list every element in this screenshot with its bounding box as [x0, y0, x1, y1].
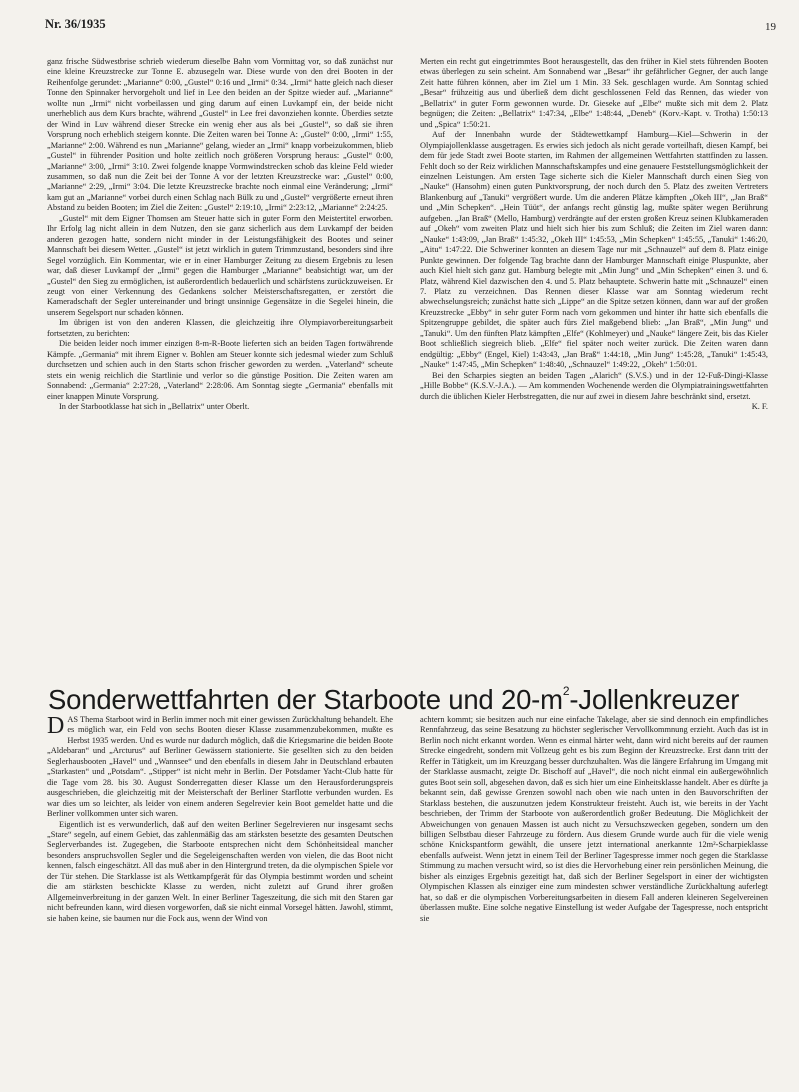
report-paragraph: Bei den Scharpies siegten an beiden Tagen „Alarich“ (S.V.S.) und in der 12-Fuß-Dingi-Klasse „Hille Bobbe“ (K.S.V.-J.A.). — Am kommenden Wochenende werden die Olympiatrainingswettfahrten durch die üblichen Kieler Herbstregatten, die nur auf zwei in diesem Jahre beschränkt sind, ersetzt.	[420, 370, 768, 401]
report-paragraph: „Gustel“ mit dem Eigner Thomsen am Steuer hatte sich in guter Form den Meistertitel erworben. Ihr Erfolg lag nicht allein in dem Nutzen, den sie ganz sicherlich aus dem Luvkampf der beiden anderen gezogen hatte, sondern nicht minder in der Leistungsfähigkeit des Bootes und seiner Mannschaft bei diesem Wetter. „Gustel“ ist jetzt wirklich in gutem Trimmzustand, besonders sind ihre Segel vorzüglich. Ein Kommentar, wie er in einer Hamburger Zeitung zu diesem Ergebnis zu lesen war, daß dieser Luvkampf der „Irmi“ gegen die Hamburger „Marianne“ beabsichtigt war, um der „Gustel“ den Sieg zu ermöglichen, ist außerordentlich bedauerlich und schärfstens zurückzuweisen. Er zeugt von einer Verkennung des Gedankens solcher Meisterschaftsregatten, er zerstört die Kameradschaft der Segler untereinander und bringt unsinnige Gegensätze in die Segelei hinein, die unserem Segelsport nur schaden können.	[47, 213, 393, 317]
lead-paragraph-text: AS Thema Starboot wird in Berlin immer noch mit einer gewissen Zurückhaltung behandelt. Ehe es möglich war, ein Feld von sechs Booten dieser Klasse zusammenzubekommen, mußte es Herbst 1935 werden. Und es wurde nur dadurch möglich, daß die Kriegsmarine die beiden Boote „Aldebaran“ und „Arcturus“ auf Berliner Gewässern stationierte. Sie gesellten sich zu den beiden Seglerhausbooten „Havel“ und „Wannsee“ und den ebenfalls in diesem Jahr in Deutschland erbauten „Starkasten“ und „Potsdam“. „Stipper“ ist nicht mehr in Berlin. Der Potsdamer Yacht-Club hatte für die Tage vom 28. bis 30. August Sonderregatten dieser Klasse um den Herausforderungspreis ausgeschrieben, die gleichzeitig mit der Meisterschaft der Berliner Starflotte verbunden wurden. Es war dies um so leichter, als leider von einem anderen Segelrevier kein Boot gemeldet hatte und die Berliner vollkommen unter sich waren.	[47, 715, 393, 819]
article-paragraph: Eigentlich ist es verwunderlich, daß auf den weiten Berliner Segelrevieren nur insgesamt sechs „Stare“ segeln, auf einem Gebiet, das zahlenmäßig das am stärksten besetzte des gesamten Deutschen Seglerverbandes ist. Zugegeben, die Starboote entsprechen nicht dem Schönheitsideal mancher besonders anspruchsvollen Segler und die Segeleigenschaften werden von vielen, die das Boot nicht kennen, falsch eingeschätzt. All das muß aber in den Hintergrund treten, da die olympischen Spiele vor der Tür stehen. Die Starklasse ist als Wettkampfgerät für das Olympia bestimmt worden und scheint die am stärksten beschickte Klasse zu werden, nicht zuletzt auf Grund ihrer großen Allgemeinverbreitung in der ganzen Welt. In einer Berliner Tageszeitung, die sich mit den Staren gar nicht befreunden kann, wird diesen vorgeworfen, daß sie nicht einmal Vorsegel hätten. Jawohl, stimmt, sie haben keine, sie baumen nur die Fock aus, wenn der Wind von	[47, 819, 393, 923]
headline-text-part2: -Jollenkreuzer	[569, 684, 740, 715]
report-paragraph: Im übrigen ist von den anderen Klassen, die gleichzeitig ihre Olympiavorbereitungsarbeit fortsetzten, zu berichten:	[47, 318, 393, 338]
report-paragraph: Merten ein recht gut eingetrimmtes Boot herausgestellt, das den früher in Kiel stets führenden Booten etwas überlegen zu sein scheint. Am Sonnabend war „Besar“ ihr gefährlicher Gegner, der auch lange Zeit hatte führen können, aber im Ziel um 1 Min. 33 Sek. geschlagen wurde. Am Sonntag schied „Besar“ frühzeitig aus und überließ dem dicht geschlossenen Feld das Rennen, das wieder von „Bellatrix“ in guter Form gewonnen wurde. Dr. Gieseke auf „Elbe“ mußte sich mit dem 2. Platz begnügen; die Zeiten: „Bellatrix“ 1:47:34, „Elbe“ 1:48:44, „Deneb“ (Korv.-Kapt. v. Trotha) 1:50:13 und „Spica“ 1:50:21.	[420, 57, 768, 129]
article-right-column	[420, 715, 768, 1090]
report-left-column	[47, 57, 393, 663]
report-paragraph: Die beiden leider noch immer einzigen 8-m-R-Boote lieferten sich an beiden Tagen fortwährende Kämpfe. „Germania“ mit ihrem Eigner v. Bohlen am Steuer konnte sich jedesmal wieder zum Schluß durchsetzen und schien auch in den Starts schon frischer geworden zu werden. „Vaterland“ scheute stets ein wenig reichlich die Startlinie und verlor so die günstige Position. Die Zeiten waren am Sonnabend: „Germania“ 2:27:28, „Vaterland“ 2:28:06. Am Sonntag siegte „Germania“ ebenfalls mit einer knappen Minute Vorsprung.	[47, 339, 393, 401]
article-headline	[48, 674, 778, 717]
report-right-column	[420, 57, 768, 663]
page-number: 19	[765, 21, 776, 33]
drop-cap: D	[47, 715, 65, 739]
article-lead-paragraph	[47, 715, 393, 820]
headline-superscript: 2	[562, 684, 570, 698]
article-left-column	[47, 715, 393, 1090]
report-paragraph: ganz frische Südwestbrise schrieb wiederum dieselbe Bahn vom Vormittag vor, so daß zunächst nur eine kleine Kreuzstrecke zur Tonne E. abzusegeln war. Diese wurde von den drei Booten in der Reihenfolge gerundet: „Marianne“ 0:00, „Gustel“ 0:16 und „Irmi“ 0:34. „Irmi“ hatte gleich nach dieser Tonne den Spinnaker hervorgeholt und lief in Lee den beiden an der Spitze wieder auf. „Marianne“ wollte nun „Irmi“ nicht vorbeilassen und ging darum auf einen Luvkampf ein, der beide nicht unerheblich aus dem Kurs brachte, während „Gustel“ in Lee frei davonziehen konnte. Überdies setzte der Wind in Luv während dieser Strecke ein wenig eher aus als bei „Gustel“, so daß sie ihren Vorsprung noch erheblich steigern konnte. Die Zeiten waren bei Tonne A: „Gustel“ 0:00, „Irmi“ 1:55, „Marianne“ 2:00. Während es nun „Marianne“ gelang, wieder an „Irmi“ knapp vorbeizukommen, blieb „Gustel“ in führender Position und holte zeitlich noch größeren Vorsprung heraus: „Gustel“ 0:00, „Marianne“ 3:00, „Irmi“ 3:10. Zwei folgende knappe Vormwindstrecken schob das kleine Feld wieder zusammen, so daß nun die Zeit bei der Tonne A vor der letzten Kreuzstrecke war: „Gustel“ 0:00, „Marianne“ 2:29, „Irmi“ 3:04. Die letzte Kreuzstrecke brachte noch einmal eine Veränderung; „Irmi“ kam gut an „Marianne“ vorbei durch einen Schlag nach Bülk zu und „Gustel“ vergrößerte erneut ihren Abstand zu beiden Booten; im Ziel die Zeiten: „Gustel“ 2:19:10, „Irmi“ 2:23:12, „Marianne“ 2:24:25.	[47, 57, 393, 213]
article-paragraph: achtern kommt; sie besitzen auch nur eine einfache Takelage, aber sie sind dennoch ein empfindliches Rennfahrzeug, das seine Besatzung zu höchster seglerischer Vervollkommnung erzieht. Auch das ist in Berlin noch nicht erkannt worden. Wenn es einmal härter weht, dann wird nicht bereits auf der raumen Strecke eingedreht, sondern mit Vollzeug geht es bis zum Beginn der Kreuzstrecke. Erst dann tritt der Reffer in Tätigkeit, um im Kreuzgang besser durchzuhalten. Was die längere Erfahrung im Umgang mit der Starklasse ausmacht, zeigte Dr. Bischoff auf „Havel“, die noch nicht einmal ein außergewöhnlich gutes Boot sein soll, abgesehen davon, daß es sich hier um eine Einheitsklasse handelt. Aber es dürfte ja bekannt sein, daß gewisse Grenzen sowohl nach oben wie nach unten in den Bauvorschriften der Starklass bestehen, die auszunutzen jedem Konstrukteur freisteht. Auch ist, wie bereits in der Yacht beschrieben, der Trimm der Starboote von außerordentlich großer Bedeutung. Die Möglichkeit der Abweichungen von genauen Massen ist auch nicht zu Versuchszwecken gegeben, sondern um den billigen Selbstbau dieser Fahrzeuge zu fördern. Aus diesem Grunde wurde auch für die viele wenig schöne Knickspantform gewählt, die unsere jetzt international anerkannte 12m²-Scharpieklasse ebenfalls aufweist. Wenn jetzt in einem Teil der Berliner Tagespresse immer noch gegen die Starklasse Stimmung zu machen versucht wird, so ist dies die Hervorhebung einer rein persönlichen Meinung, die bisher als einziges Ergebnis gezeitigt hat, daß sich der Berliner Segelsport in einer der wichtigsten Olympischen Klassen als einziger eine zum mindesten schwer verständliche Zurückhaltung auferlegt hat, so daß er die olympischen Vorbereitungsarbeiten in diesem Fall anderen kleineren Segelvereinen überlassen mußte. Eine solche negative Einstellung ist weder Aufgabe der Tagespresse, noch entspricht sie	[420, 715, 768, 923]
report-paragraph: In der Starbootklasse hat sich in „Bellatrix“ unter Oberlt.	[59, 401, 250, 411]
author-signature: K. F.	[751, 401, 768, 411]
headline-text-part1: Sonderwettfahrten der Starboote und 20-m	[48, 684, 563, 715]
report-paragraph: Auf der Innenbahn wurde der Städtewettkampf Hamburg—Kiel—Schwerin in der Olympiajollenklasse ausgetragen. Es erwies sich jedoch als nicht gerade vorteilhaft, diesen Kampf, bei dem für jede Stadt zwei Boote starten, im Rahmen der allgemeinen Wettfahrten stattfinden zu lassen. Fehlt doch so der Reiz wirklichen Mannschaftskampfes und eine genauere Feststellungsmöglichkeit der einzelnen Leistungen. Am ersten Tage sicherte sich die Kieler Mannschaft durch einen Sieg von „Nauke“ (Hansohm) einen guten Punktvorsprung, der noch durch den 5. Platz des zweiten Vertreters Blankenburg auf „Tanuki“ vergrößert wurde. Um die anderen Plätze kämpften „Okeh III“, „Jan Braß“ und „Min Schepken“. „Hein Tüüt“, der anfangs recht günstig lag, mußte später wegen Berührung aufgeben. „Jan Braß“ (Mello, Hamburg) verdrängte auf der ersten großen Kreuz seinen Klubkameraden auf „Okeh“ vom zweiten Platz und hielt sich hier bis zum Schluß; die Zeiten im Ziel waren dann: „Nauke“ 1:43:09, „Jan Braß“ 1:45:32, „Okeh III“ 1:45:53, „Min Schepken“ 1:45:55, „Tanuki“ 1:46:20, „Aitu“ 1:47:22. Die Schweriner konnten an diesem Tage nur mit „Schnauzel“ auf dem 8. Platz einige Punkte gewinnen. Der folgende Tag brachte dann der Hamburger Mannschaft einige Pluspunkte, aber auch Kiel hielt sich ganz gut. Hamburg belegte mit „Min Jung“ und „Min Schepken“ einen 3. und 6. Platz, während Kiel dazwischen den 4. und 5. Platz behauptete. Schwerin hatte mit „Schnauzel“ einen 7. Platz zu verzeichnen. Das Rennen dieser Klasse war am Sonntag wiederum recht abwechselungsreich; zunächst hatte sich „Lippe“ an die Spitze setzen können, dann war auf der großen Kreuzstrecke „Ebby“ in sehr guter Form nach vorn gekommen und hinter ihr hatte sich ebenfalls die Spitzengruppe gebildet, die später auch fürs Ziel maßgebend blieb: „Jan Braß“, „Min Jung“ und „Tanuki“. Um den fünften Platz kämpften „Elfe“ (Kohlmeyer) und „Nauke“ längere Zeit, bis das Kieler Boot schließlich siegreich blieb. „Elfe“ fiel später noch weiter zurück. Die Zeiten waren dann endgültig: „Ebby“ (Engel, Kiel) 1:43:43, „Jan Braß“ 1:44:18, „Min Jung“ 1:45:28, „Tanuki“ 1:45:43, „Nauke“ 1:47:45, „Min Schepken“ 1:48:40, „Schnauzel“ 1:49:22, „Okeh“ 1:50:01.	[420, 130, 768, 370]
issue-number: Nr. 36/1935	[45, 17, 106, 31]
